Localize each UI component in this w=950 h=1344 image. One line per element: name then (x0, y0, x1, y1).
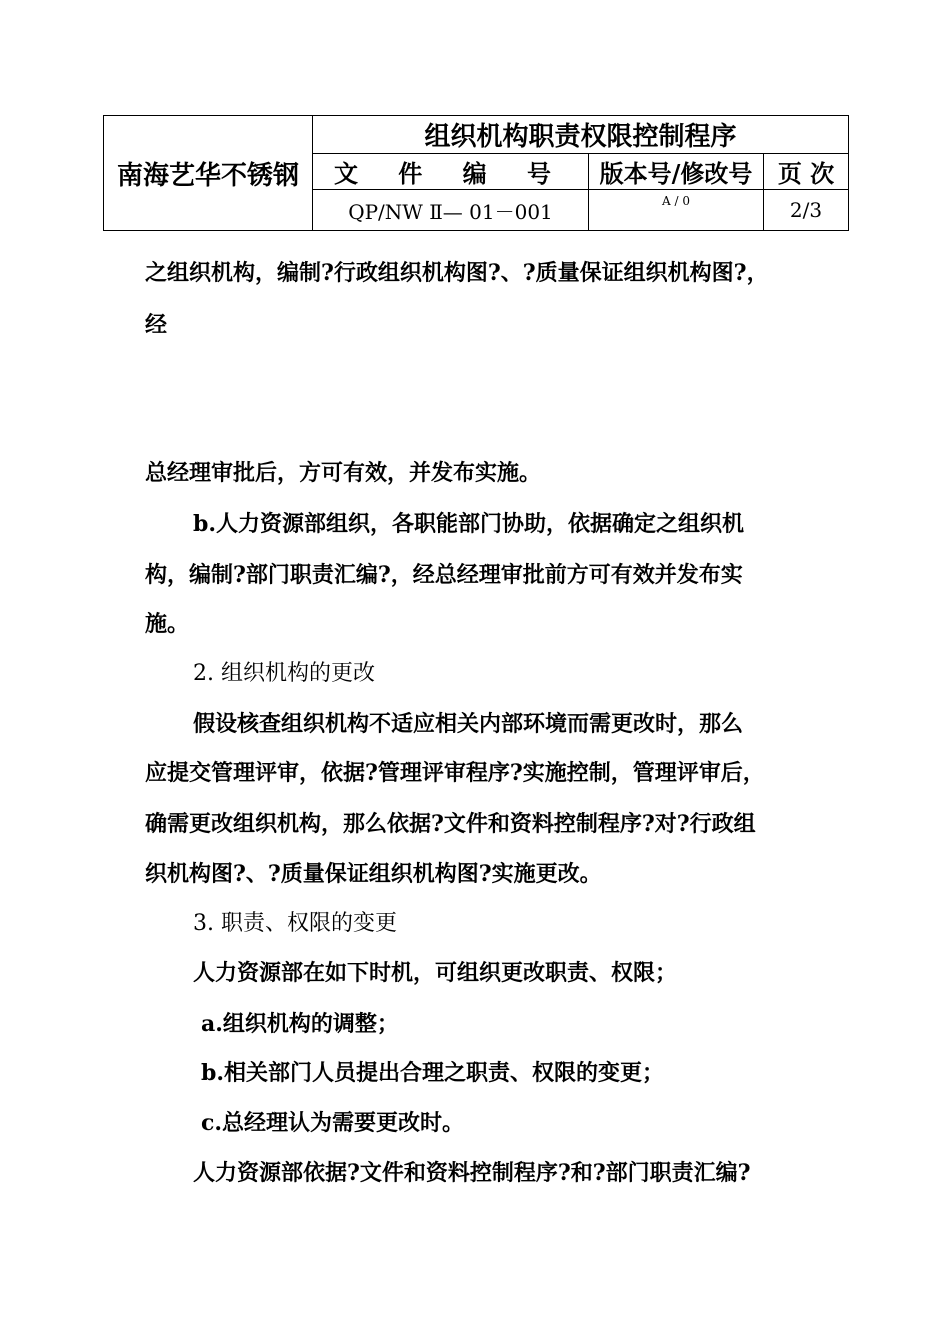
document-header-table (103, 115, 849, 231)
list-item: b.相关部门人员提出合理之职责、权限的变更； (201, 1060, 665, 1086)
body-line: 人力资源部在如下时机，可组织更改职责、权限； (193, 960, 678, 986)
version-label: 版本号/修改号 (589, 154, 764, 190)
list-item: c.总经理认为需要更改时。 (201, 1110, 465, 1136)
version-value: A / 0 (589, 190, 764, 231)
list-item: a.组织机构的调整； (201, 1011, 399, 1037)
company-name: 南海艺华不锈钢 (104, 116, 313, 231)
page-number-value: 2/3 (764, 190, 849, 231)
body-line: 织机构图?、?质量保证组织机构图?实施更改。 (145, 861, 602, 887)
doc-number-label: 文 件 编 号 (313, 154, 589, 190)
body-line: 之组织机构，编制?行政组织机构图?、?质量保证组织机构图?， (145, 260, 769, 286)
body-line: 总经理审批后，方可有效，并发布实施。 (145, 460, 542, 486)
body-line: 构，编制?部门职责汇编?，经总经理审批前方可有效并发布实 (145, 562, 743, 588)
body-line: 施。 (145, 611, 190, 637)
body-line: b.人力资源部组织，各职能部门协助，依据确定之组织机 (193, 511, 745, 537)
page-label: 页 次 (764, 154, 849, 190)
body-line: 假设核查组织机构不适应相关内部环境而需更改时，那么 (193, 711, 744, 737)
document-title: 组织机构职责权限控制程序 (313, 116, 849, 154)
section-heading: 3. 职责、权限的变更 (193, 911, 397, 936)
body-line: 确需更改组织机构，那么依据?文件和资料控制程序?对?行政组 (145, 811, 756, 837)
section-heading: 2. 组织机构的更改 (193, 661, 375, 686)
body-line: 应提交管理评审，依据?管理评审程序?实施控制，管理评审后， (145, 760, 765, 786)
doc-number-value: QP/NW Ⅱ— 01－001 (313, 190, 589, 231)
body-line: 人力资源部依据?文件和资料控制程序?和?部门职责汇编? (193, 1160, 751, 1186)
body-line: 经 (145, 312, 168, 338)
